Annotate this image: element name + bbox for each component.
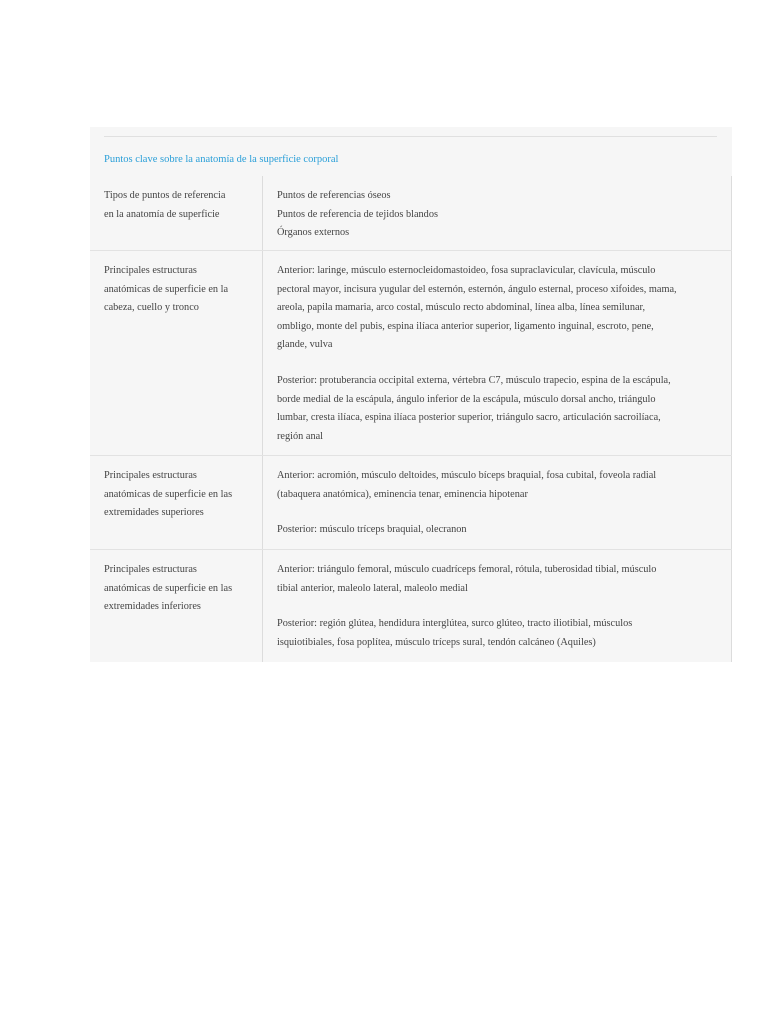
row-label xyxy=(104,187,254,224)
row-label-line: Tipos de puntos de referencia xyxy=(104,190,226,201)
row-label-line: anatómicas de superficie en la xyxy=(104,283,229,295)
table-row xyxy=(90,456,732,549)
row-label-line: extremidades inferiores xyxy=(104,601,201,613)
paragraph-gap xyxy=(277,504,725,521)
posterior-line: isquiotibiales, fosa poplítea, músculo tríceps sural, tendón calcáneo (Aquiles) xyxy=(277,636,596,648)
posterior-line: región anal xyxy=(277,430,324,442)
row-label-line: Principales estructuras xyxy=(104,265,197,276)
row-label-line: en la anatomía de superficie xyxy=(104,208,220,220)
posterior-line: Posterior: región glútea, hendidura interglútea, surco glúteo, tracto iliotibial, músculos xyxy=(277,618,633,630)
anterior-line: Anterior: laringe, músculo esternocleidomastoideo, fosa supraclavicular, clavícula, músculo xyxy=(277,265,656,276)
anterior-line: tibial anterior, maleolo lateral, maleolo medial xyxy=(277,582,468,594)
posterior-line: Posterior: protuberancia occipital externa, vértebra C7, músculo trapecio, espina de la escápula, xyxy=(277,374,671,386)
anterior-line: glande, vulva xyxy=(277,339,333,351)
row-label xyxy=(104,561,254,617)
anterior-line: areola, papila mamaria, arco costal, músculo recto abdominal, línea alba, línea semilunar, xyxy=(277,302,646,314)
row-content xyxy=(277,262,725,446)
anterior-line: Anterior: triángulo femoral, músculo cuadríceps femoral, rótula, tuberosidad tibial, músculo xyxy=(277,564,657,575)
row-label-line: anatómicas de superficie en las xyxy=(104,582,233,594)
key-points-table xyxy=(90,127,732,662)
paragraph-gap xyxy=(277,355,725,372)
row-label-line: Principales estructuras xyxy=(104,470,197,481)
top-divider xyxy=(104,136,717,137)
table-row xyxy=(90,550,732,662)
paragraph-gap xyxy=(277,598,725,615)
row-label-line: Principales estructuras xyxy=(104,564,197,575)
row-label-line: anatómicas de superficie en las xyxy=(104,488,233,500)
content-line: Puntos de referencias óseos xyxy=(277,190,391,201)
table-row xyxy=(90,176,732,250)
posterior-line: borde medial de la escápula, ángulo inferior de la escápula, músculo dorsal ancho, triángulo xyxy=(277,393,656,405)
table-row xyxy=(90,251,732,455)
anterior-line: (tabaquera anatómica), eminencia tenar, eminencia hipotenar xyxy=(277,488,528,500)
row-content xyxy=(277,561,725,652)
anterior-line: ombligo, monte del pubis, espina ilíaca anterior superior, ligamento inguinal, escroto, pene, xyxy=(277,320,654,332)
row-content xyxy=(277,467,725,540)
table-title: Puntos clave sobre la anatomía de la superficie corporal xyxy=(104,154,339,165)
content-line: Órganos externos xyxy=(277,227,350,239)
row-label xyxy=(104,467,254,523)
anterior-line: pectoral mayor, incisura yugular del esternón, esternón, ángulo esternal, proceso xifoides, mama, xyxy=(277,283,677,295)
posterior-line: Posterior: músculo tríceps braquial, olecranon xyxy=(277,524,467,536)
posterior-line: lumbar, cresta ilíaca, espina ilíaca posterior superior, triángulo sacro, articulación sacroilíaca, xyxy=(277,412,661,424)
row-label-line: extremidades superiores xyxy=(104,507,204,519)
content-line: Puntos de referencia de tejidos blandos xyxy=(277,208,438,220)
row-label xyxy=(104,262,254,318)
row-label-line: cabeza, cuello y tronco xyxy=(104,302,199,314)
row-content xyxy=(277,187,725,243)
anterior-line: Anterior: acromión, músculo deltoides, músculo bíceps braquial, fosa cubital, foveola radial xyxy=(277,470,657,481)
